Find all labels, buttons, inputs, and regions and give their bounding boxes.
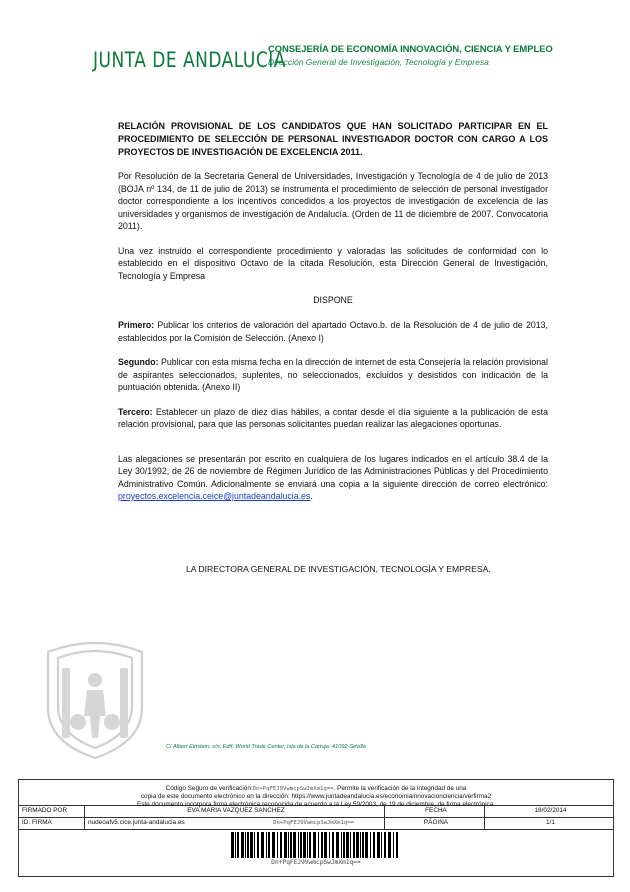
tercero-text: Establecer un plazo de diez días hábiles, a contar desde el día siguiente a la publicación de esta relación provisional, para que las personas solicitantes puedan realizar las alegaciones oportunas. bbox=[118, 407, 548, 430]
id-code: Dn+PqFEJ9VwmcpSwJmXm1q== bbox=[273, 820, 354, 826]
primero-label: Primero: bbox=[118, 320, 155, 331]
signer-title: LA DIRECTORA GENERAL DE INVESTIGACIÓN, TECNOLOGÍA Y EMPRESA. bbox=[186, 564, 491, 574]
code-label: Código Seguro de verificación: bbox=[165, 785, 253, 792]
header-department bbox=[268, 44, 598, 68]
signer-name: EVA MARIA VAZQUEZ SANCHEZ bbox=[85, 806, 385, 817]
tercero-label: Tercero: bbox=[118, 407, 153, 418]
paragraph-instruido: Una vez instruido el correspondiente procedimiento y valoradas las solicitudes de conformidad con lo establecido en el dispositivo Octavo de la citada Resolución, esta Dirección General de Investigación, Tecnología y Empresa bbox=[118, 245, 548, 281]
verification-block bbox=[19, 780, 613, 809]
id-value: nudeoafv5.cice.junta-andalucia.es bbox=[88, 819, 185, 826]
dispone-heading: DISPONE bbox=[313, 295, 353, 306]
paragraph-resolucion: Por Resolución de la Secretaria General de Universidades, Investigación y Tecnología de 4 de julio de 2013 (BOJA nº 134, de 11 de julio de 2013) se instrumenta el procedimiento de selección de personal investigador doctor correspondiente a los incentivos concedidos a los proyectos de investigación de excelencia de las universidades y organismos de investigación de Andalucía. (Orden de 11 de diciembre de 2007. Convocatoria 2011). bbox=[118, 171, 548, 232]
directorate-name: Dirección General de Investigación, Tecnología y Empresa bbox=[268, 57, 489, 67]
address-line: C/ Albert Einstein, s/n, Edif. World Trade Center, Isla de la Cartuja. 41092-Sevilla bbox=[166, 744, 366, 750]
id-label: ID. FIRMA bbox=[19, 818, 85, 829]
paragraph-segundo bbox=[118, 356, 548, 393]
email-link[interactable]: proyectos.excelencia.ceice@juntadeandalucia.es bbox=[118, 491, 311, 502]
barcode-icon bbox=[231, 832, 401, 858]
paragraph-alegaciones bbox=[118, 453, 548, 503]
andalucia-emblem-icon bbox=[40, 638, 150, 762]
primero-text: Publicar los criterios de valoración del apartado Octavo.b. de la Resolución de 4 de julio de 2013, establecidos por la Comisión de Selección. (Anexo I) bbox=[118, 320, 548, 343]
alegaciones-text: Las alegaciones se presentarán por escrito en cualquiera de los lugares indicados en el artículo 38.4 de la Ley 30/1992, de 26 de noviembre de Régimen Jurídico de las Administraciones Públicas y del Procedimiento Administrativo Común. Adicionalmente se enviará una copia a la siguiente dirección de correo electrónico: bbox=[118, 453, 548, 489]
verification-line-3: Este documento incorpora firma electrónica reconocida de acuerdo a la Ley 59/2003, de 19 de diciembre, de firma electrónica. bbox=[136, 801, 496, 809]
barcode-block bbox=[19, 832, 613, 866]
signature-footer bbox=[18, 779, 614, 877]
id-row bbox=[19, 818, 613, 830]
department-name: CONSEJERÍA DE ECONOMÍA INNOVACIÓN, CIENCIA Y EMPLEO bbox=[268, 44, 553, 55]
segundo-text: Publicar con esta misma fecha en la dirección de internet de esta Consejería la relación provisional de aspirantes seleccionados, suplentes, no seleccionados, excluidos y desistidos con indicación de la puntuación obtenida. (Anexo II) bbox=[118, 357, 548, 393]
barcode-text: Dn+PqFEJ9VwmcpSwJmXm1q== bbox=[271, 859, 361, 866]
paragraph-primero bbox=[118, 319, 548, 344]
document-title: RELACIÓN PROVISIONAL DE LOS CANDIDATOS QUE HAN SOLICITADO PARTICIPAR EN EL PROCEDIMIENTO DE SELECCIÓN DE PERSONAL INVESTIGADOR DOCTOR CON CARGO A LOS PROYECTOS DE INVESTIGACIÓN DE EXCELENCIA 2011. bbox=[118, 121, 548, 157]
verification-suffix: . Permite la verificación de la integridad de una bbox=[333, 785, 467, 792]
segundo-label: Segundo: bbox=[118, 357, 159, 368]
pagina-label: PÁGINA bbox=[385, 818, 485, 829]
verification-line-2: copia de este documento electrónico en la dirección: https://www.juntadeandalucia.es/economiainnovacionciencia/verfirma2 bbox=[140, 793, 492, 801]
signer-row bbox=[19, 806, 613, 818]
email-suffix: . bbox=[310, 491, 313, 502]
id-cell bbox=[85, 818, 385, 829]
verification-code: Dn+PqFEJ9VwmcpSwJmXm1q== bbox=[252, 786, 334, 792]
fecha-value: 18/02/2014 bbox=[534, 807, 567, 814]
paragraph-tercero bbox=[118, 406, 548, 431]
pagina-value: 1/1 bbox=[546, 819, 555, 826]
fecha-label: FECHA bbox=[385, 806, 485, 817]
document-body bbox=[118, 120, 548, 515]
firmado-label: FIRMADO POR bbox=[19, 806, 85, 817]
junta-logo-text: JUNTA DE ANDALUCIA bbox=[93, 48, 286, 73]
verification-line-1 bbox=[19, 785, 613, 793]
